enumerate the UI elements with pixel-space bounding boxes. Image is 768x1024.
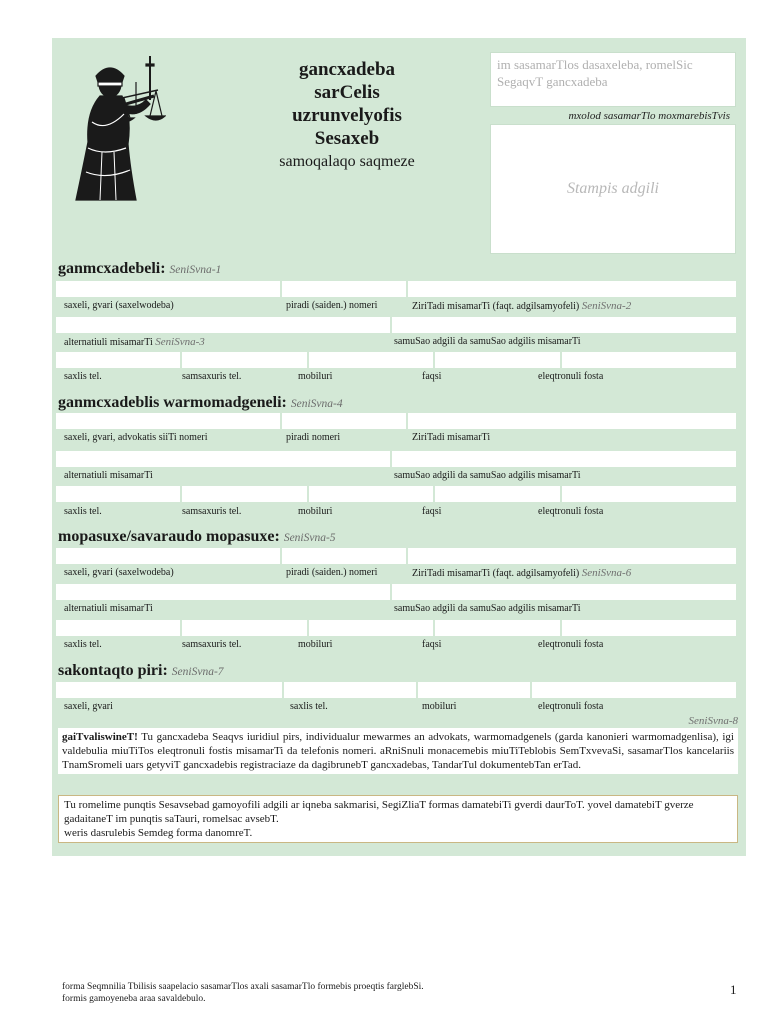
defendant-address-input[interactable] [408, 548, 736, 564]
applicant-name-label: saxeli, gvari (saxelwodeba) [64, 300, 174, 311]
representative-email-input[interactable] [562, 486, 736, 502]
applicant-note-ref: SeniSvna-1 [169, 264, 222, 276]
contact-home-tel-label: saxlis tel. [290, 701, 328, 712]
footer-line-2: formis gamoyeneba araa savaldebulo. [62, 994, 206, 1004]
applicant-alt-address-text: alternatiuli misamarTi [64, 337, 153, 348]
representative-row3-inputs [56, 486, 736, 502]
representative-name-input[interactable] [56, 413, 280, 429]
representative-id-label: piradi nomeri [286, 432, 341, 443]
applicant-alt-address-input[interactable] [56, 317, 390, 333]
court-name-placeholder: im sasamarTlos dasaxeleba, romelSic SegaqvT gancxadeba [497, 57, 693, 89]
form-subtitle: samoqalaqo saqmeze [279, 153, 415, 170]
applicant-row3-inputs [56, 352, 736, 368]
contact-note-ref: SeniSvna-7 [171, 666, 224, 678]
defendant-heading [58, 528, 336, 546]
defendant-name-label: saxeli, gvari (saxelwodeba) [64, 567, 174, 578]
defendant-id-label: piradi (saiden.) nomeri [286, 567, 378, 578]
representative-home-tel-label: saxlis tel. [64, 506, 102, 517]
title-line-1: gancxadeba [298, 59, 396, 80]
applicant-mobile-input[interactable] [309, 352, 433, 368]
representative-row1-inputs [56, 413, 736, 429]
applicant-email-label: eleqtronuli fosta [538, 371, 604, 382]
contact-row1-labels [56, 699, 736, 715]
representative-title: ganmcxadeblis warmomadgeneli: [58, 394, 287, 411]
representative-mobile-label: mobiluri [298, 506, 333, 517]
court-use-note: mxolod sasamarTlo moxmarebisTvis [568, 110, 730, 122]
representative-fax-label: faqsi [422, 506, 442, 517]
defendant-email-input[interactable] [562, 620, 736, 636]
defendant-work-address-input[interactable] [392, 584, 736, 600]
defendant-id-input[interactable] [282, 548, 406, 564]
applicant-home-tel-input[interactable] [56, 352, 180, 368]
applicant-address-text: ZiriTadi misamarTi (faqt. adgilsamyofeli) [412, 301, 580, 312]
representative-fax-input[interactable] [435, 486, 559, 502]
applicant-heading [58, 260, 221, 278]
defendant-fax-label: faqsi [422, 639, 442, 650]
contact-name-label: saxeli, gvari [64, 701, 113, 712]
lady-justice-icon [66, 52, 166, 202]
applicant-fax-label: faqsi [422, 371, 442, 382]
page-number: 1 [730, 982, 737, 997]
applicant-id-label: piradi (saiden.) nomeri [286, 300, 378, 311]
applicant-address-note-ref: SeniSvna-2 [581, 300, 632, 312]
contact-name-input[interactable] [56, 682, 282, 698]
defendant-row1-inputs [56, 548, 736, 564]
applicant-name-input[interactable] [56, 281, 280, 297]
representative-email-label: eleqtronuli fosta [538, 506, 604, 517]
representative-row3-labels [56, 504, 736, 520]
defendant-work-address-label: samuSao adgili da samuSao adgilis misamarTi [394, 603, 581, 614]
defendant-row2-labels [56, 601, 736, 617]
applicant-row2-labels [56, 334, 736, 350]
representative-heading [58, 394, 343, 412]
applicant-work-tel-input[interactable] [182, 352, 306, 368]
applicant-row1-inputs [56, 281, 736, 297]
extra-page-note-line2: weris dasrulebis Semdeg forma danomreT. [64, 827, 253, 839]
applicant-alt-address-label [64, 336, 205, 348]
applicant-title: ganmcxadebeli: [58, 260, 166, 277]
title-line-4: Sesaxeb [314, 128, 380, 149]
defendant-address-text: ZiriTadi misamarTi (faqt. adgilsamyofeli) [412, 568, 580, 579]
defendant-mobile-label: mobiluri [298, 639, 333, 650]
footer-line-1: forma Seqmnilia Tbilisis saapelacio sasamarTlos axali sasamarTlo formebis proeqtis farglebSi. [62, 982, 424, 992]
contact-email-label: eleqtronuli fosta [538, 701, 604, 712]
representative-name-label: saxeli, gvari, advokatis siiTi nomeri [64, 432, 208, 443]
representative-row2-labels [56, 468, 736, 484]
defendant-home-tel-input[interactable] [56, 620, 180, 636]
defendant-home-tel-label: saxlis tel. [64, 639, 102, 650]
representative-address-label: ZiriTadi misamarTi [412, 432, 491, 443]
contact-mobile-label: mobiluri [422, 701, 457, 712]
note-8-ref: SeniSvna-8 [688, 715, 738, 727]
stamp-area [490, 124, 736, 254]
representative-id-input[interactable] [282, 413, 406, 429]
representative-work-address-input[interactable] [392, 451, 736, 467]
representative-note-ref: SeniSvna-4 [290, 398, 343, 410]
representative-work-tel-input[interactable] [182, 486, 306, 502]
defendant-mobile-input[interactable] [309, 620, 433, 636]
contact-home-tel-input[interactable] [284, 682, 416, 698]
defendant-row2-inputs [56, 584, 736, 600]
defendant-fax-input[interactable] [435, 620, 559, 636]
defendant-row3-labels [56, 637, 736, 653]
representative-work-address-label: samuSao adgili da samuSao adgilis misamarTi [394, 470, 581, 481]
representative-work-tel-label: samsaxuris tel. [182, 506, 242, 517]
stamp-placeholder: Stampis adgili [566, 180, 659, 197]
court-name-field[interactable] [490, 52, 736, 107]
applicant-fax-input[interactable] [435, 352, 559, 368]
applicant-alt-address-note-ref: SeniSvna-3 [155, 336, 205, 348]
representative-address-input[interactable] [408, 413, 736, 429]
defendant-row1-labels [56, 565, 736, 581]
attention-notice [58, 728, 738, 774]
defendant-alt-address-label: alternatiuli misamarTi [64, 603, 153, 614]
attention-text: Tu gancxadeba Seaqvs iuridiul pirs, individualur mewarmes an advokats, warmomadgenels (garda kanonieri warmomadgenlisa), igi valdebulia miuTiTos eleqtronuli fostis misamarTi da telefonis nomeri. aRniSnuli monacemebis miuTiTeblobis SemTxvevaSi, sasamarTlos kancelariis TnamSromeli uars getyviT gancxadebis registraciaze da dagibrunebT gancxadebas, TandarTul dokumentebTan erTad. [62, 731, 734, 771]
applicant-row1-labels [56, 298, 736, 314]
defendant-name-input[interactable] [56, 548, 280, 564]
defendant-email-label: eleqtronuli fosta [538, 639, 604, 650]
defendant-work-tel-input[interactable] [182, 620, 306, 636]
applicant-mobile-label: mobiluri [298, 371, 333, 382]
applicant-work-tel-label: samsaxuris tel. [182, 371, 242, 382]
defendant-note-ref: SeniSvna-5 [283, 532, 336, 544]
extra-page-note [58, 795, 738, 843]
applicant-home-tel-label: saxlis tel. [64, 371, 102, 382]
applicant-address-label [412, 300, 631, 312]
contact-title: sakontaqto piri: [58, 662, 168, 679]
applicant-work-address-label: samuSao adgili da samuSao adgilis misamarTi [394, 336, 581, 347]
defendant-address-note-ref: SeniSvna-6 [581, 567, 632, 579]
contact-email-input[interactable] [532, 682, 736, 698]
attention-lead: gaiTvaliswineT! [62, 731, 138, 743]
applicant-address-input[interactable] [408, 281, 736, 297]
defendant-title: mopasuxe/savaraudo mopasuxe: [58, 528, 280, 545]
defendant-work-tel-label: samsaxuris tel. [182, 639, 242, 650]
applicant-email-input[interactable] [562, 352, 736, 368]
representative-mobile-input[interactable] [309, 486, 433, 502]
contact-heading [58, 662, 224, 680]
applicant-id-input[interactable] [282, 281, 406, 297]
form-sheet [52, 38, 746, 856]
form-title [252, 58, 442, 173]
applicant-row3-labels [56, 369, 736, 385]
representative-alt-address-label: alternatiuli misamarTi [64, 470, 153, 481]
title-line-3: uzrunvelyofis [292, 105, 402, 126]
representative-row2-inputs [56, 451, 736, 467]
representative-row1-labels [56, 430, 736, 446]
defendant-row3-inputs [56, 620, 736, 636]
defendant-address-label [412, 567, 631, 579]
contact-mobile-input[interactable] [418, 682, 530, 698]
contact-row1-inputs [56, 682, 736, 698]
page-footer [62, 981, 424, 1005]
defendant-alt-address-input[interactable] [56, 584, 390, 600]
extra-page-note-line1: Tu romelime punqtis Sesavsebad gamoyofili adgili ar iqneba sakmarisi, SegiZliaT formas damatebiTi gverdi daurToT. yovel damatebiT gverze gadaitaneT im punqtis saTauri, romelsac avsebT. [64, 799, 694, 825]
applicant-row2-inputs [56, 317, 736, 333]
title-line-2: sarCelis [314, 82, 380, 103]
applicant-work-address-input[interactable] [392, 317, 736, 333]
representative-alt-address-input[interactable] [56, 451, 390, 467]
representative-home-tel-input[interactable] [56, 486, 180, 502]
